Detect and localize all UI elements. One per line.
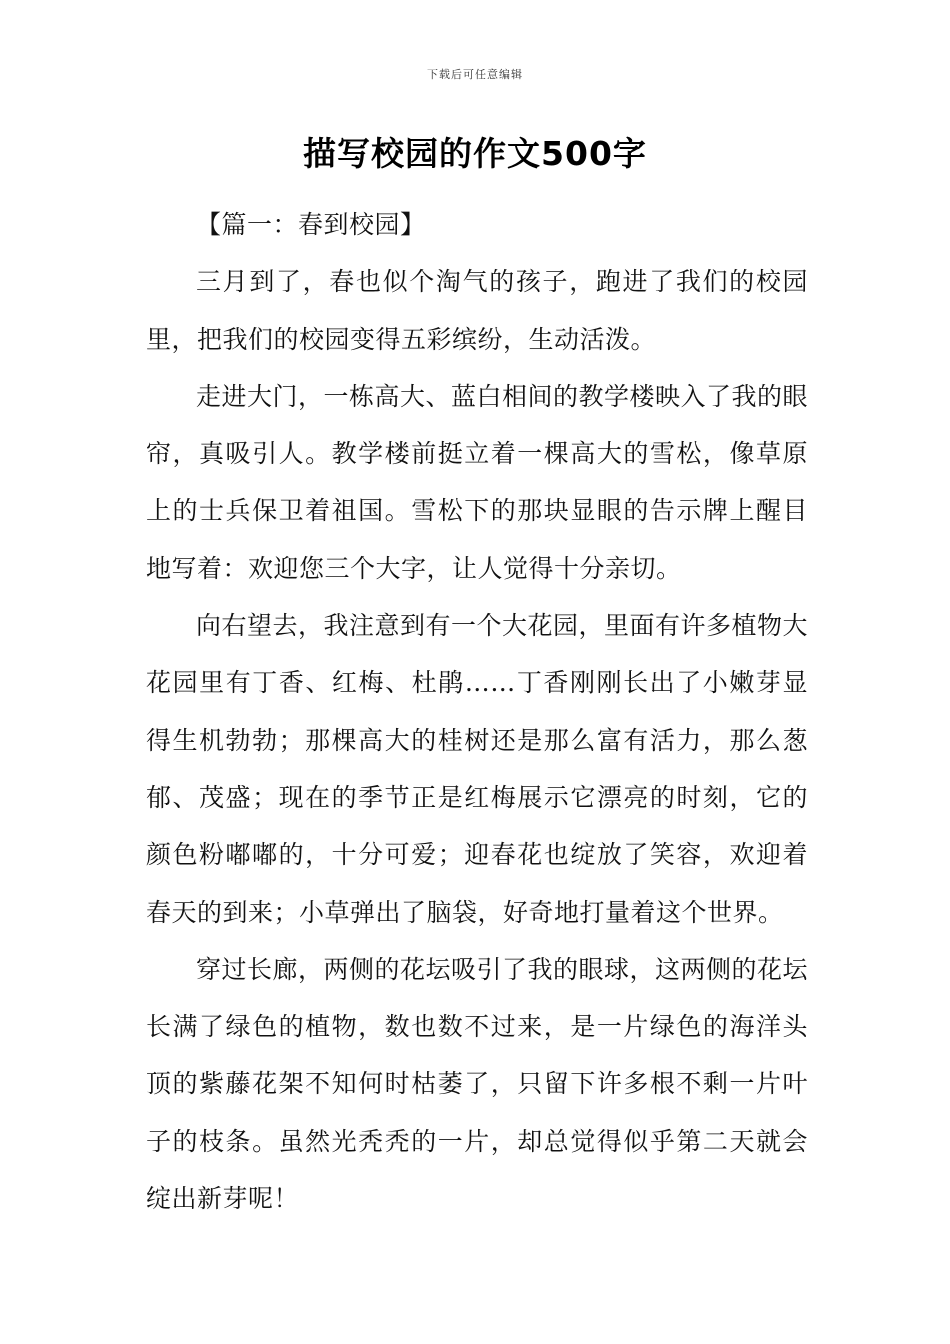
paragraph-1: 三月到了，春也似个淘气的孩子，跑进了我们的校园里，把我们的校园变得五彩缤纷，生动活泼。: [146, 267, 808, 354]
document-title: 描写校园的作文500字: [303, 134, 647, 173]
header-note: 下载后可任意编辑: [427, 68, 523, 81]
document-body: [146, 196, 808, 1227]
paragraph-4: 穿过长廊，两侧的花坛吸引了我的眼球，这两侧的花坛长满了绿色的植物，数也数不过来，是一片绿色的海洋头顶的紫藤花架不知何时枯萎了，只留下许多根不剩一片叶子的枝条。虽然光秃秃的一片，却总觉得似乎第二天就会绽出新芽呢！: [146, 954, 809, 1214]
section-heading: 【篇一：春到校园】: [196, 210, 426, 239]
paragraph-2: 走进大门，一栋高大、蓝白相间的教学楼映入了我的眼帘，真吸引人。教学楼前挺立着一棵高大的雪松，像草原上的士兵保卫着祖国。雪松下的那块显眼的告示牌上醒目地写着：欢迎您三个大字，让人觉得十分亲切。: [146, 381, 809, 583]
paragraph-3: 向右望去，我注意到有一个大花园，里面有许多植物大花园里有丁香、红梅、杜鹃……丁香刚刚长出了小嫩芽显得生机勃勃；那棵高大的桂树还是那么富有活力，那么葱郁、茂盛；现在的季节正是红梅展示它漂亮的时刻，它的颜色粉嘟嘟的，十分可爱；迎春花也绽放了笑容，欢迎着春天的到来；小草弹出了脑袋，好奇地打量着这个世界。: [146, 611, 809, 927]
